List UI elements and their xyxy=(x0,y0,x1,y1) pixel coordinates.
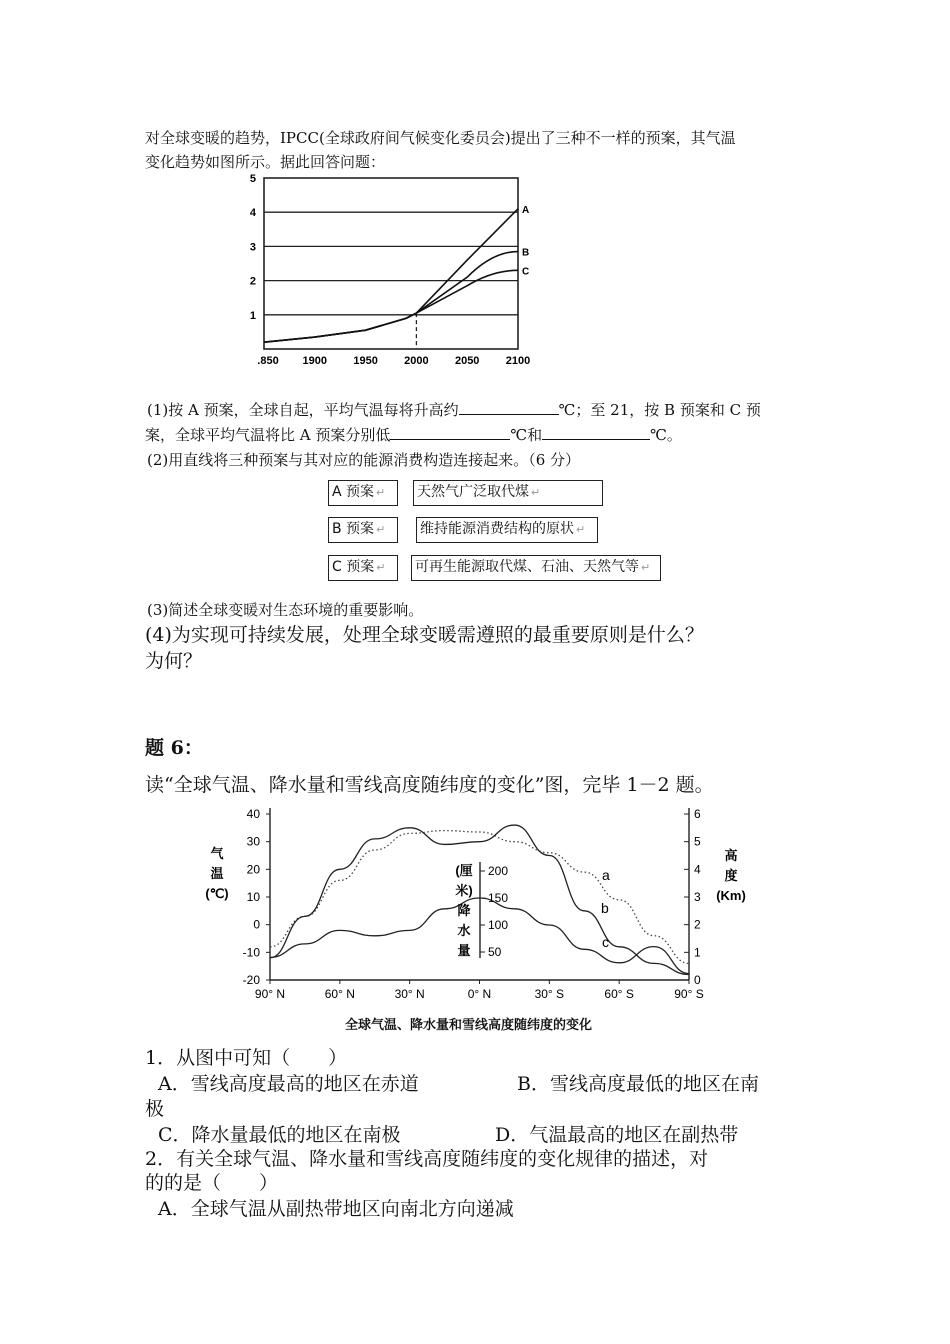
answer-blank-1[interactable] xyxy=(459,398,559,415)
left-axis-label: (℃) xyxy=(205,886,229,901)
x-tick-label: 90° S xyxy=(674,987,704,1001)
mid-axis-label: 量 xyxy=(457,943,471,958)
q5-part4-line1: (4)为实现可持续发展，处理全球变暖需遵照的最重要原则是什么？ xyxy=(145,624,704,646)
q6-q2-line1: 2．有关全球气温、降水量和雪线高度随纬度的变化规律的描述，对 xyxy=(145,1148,709,1170)
q6-q1-option-b-cont: 极 xyxy=(145,1098,165,1120)
q6-q1-option-b[interactable]: B．雪线高度最低的地区在南 xyxy=(517,1073,759,1095)
x-tick-label: 60° N xyxy=(324,987,355,1001)
left-axis-label: 气 xyxy=(210,846,224,861)
match-right-3[interactable]: 可再生能源取代煤、石油、天然气等 ↵ xyxy=(411,555,661,581)
curve-label-c: c xyxy=(602,934,609,950)
q5-part1-row1 xyxy=(147,398,761,422)
curve-label-b: b xyxy=(601,900,609,916)
answer-blank-3[interactable] xyxy=(542,423,650,440)
chart1-ytick-label: 4 xyxy=(249,207,256,220)
chart1-xtick-label: .850 xyxy=(257,355,279,367)
right-tick-label: 2 xyxy=(694,917,701,932)
left-tick-label: -20 xyxy=(242,973,260,987)
chart1-ytick-label: 3 xyxy=(249,241,256,254)
left-axis-label: 温 xyxy=(210,866,224,881)
series-line-b xyxy=(264,252,518,343)
mid-axis-label: 降 xyxy=(457,903,471,918)
q5-part2: (2)用直线将三种预案与其对应的能源消费构造连接起来。（6 分） xyxy=(147,451,581,469)
part1-text-b: ℃；至 21，按 B 预案和 C 预 xyxy=(558,401,761,419)
chart1-series-label-c: C xyxy=(522,266,530,278)
right-tick-label: 6 xyxy=(694,807,701,821)
mid-axis-label: 水 xyxy=(457,923,471,938)
chart1-xtick-label: 1900 xyxy=(302,355,328,367)
left-tick-label: 0 xyxy=(253,917,260,932)
curve-label-a: a xyxy=(602,867,610,883)
q5-intro-line2: 变化趋势如图所示。据此回答问题： xyxy=(145,153,386,171)
answer-blank-2[interactable] xyxy=(390,423,510,440)
right-tick-label: 0 xyxy=(694,973,701,987)
match-left-b[interactable]: B 预案 ↵ xyxy=(328,517,398,543)
match-left-a[interactable]: A 预案 ↵ xyxy=(328,480,398,506)
q5-intro-line1: 对全球变暖的趋势，IPCC(全球政府间气候变化委员会)提出了三种不一样的预案，其气温 xyxy=(145,129,736,147)
right-axis-label: 度 xyxy=(724,868,738,883)
x-tick-label: 60° S xyxy=(604,987,634,1001)
chart1-ytick-label: 2 xyxy=(249,275,256,288)
q6-q2-option-a[interactable]: A．全球气温从副热带地区向南北方向递减 xyxy=(158,1198,514,1220)
mid-tick-label: 50 xyxy=(488,945,502,959)
left-tick-label: 40 xyxy=(246,807,260,821)
mid-tick-label: 200 xyxy=(488,864,509,878)
latitude-climate-chart xyxy=(195,800,755,1040)
q6-q1-option-a[interactable]: A．雪线高度最高的地区在赤道 xyxy=(158,1073,419,1095)
right-tick-label: 1 xyxy=(694,945,701,960)
mid-axis-label: (厘 xyxy=(455,863,473,878)
scenario-temperature-chart xyxy=(240,170,540,375)
chart1-xtick-label: 2050 xyxy=(454,355,480,367)
chart1-xtick-label: 2100 xyxy=(505,355,531,367)
part1-text-c: 案，全球平均气温将比 A 预案分别低 xyxy=(145,426,391,444)
chart1-series-label-a: A xyxy=(522,204,530,216)
q5-part3: (3)简述全球变暖对生态环境的重要影响。 xyxy=(147,601,424,619)
chart1-series-label-b: B xyxy=(522,247,530,259)
q6-intro: 读“全球气温、降水量和雪线高度随纬度的变化”图，完毕 1－2 题。 xyxy=(145,774,714,796)
left-tick-label: 10 xyxy=(246,890,260,904)
chart1-ytick-label: 5 xyxy=(249,173,256,185)
right-tick-label: 4 xyxy=(694,862,701,877)
match-right-2[interactable]: 维持能源消费结构的原状 ↵ xyxy=(416,517,598,543)
mid-tick-label: 100 xyxy=(488,918,509,932)
match-right-1[interactable]: 天然气广泛取代煤 ↵ xyxy=(413,480,603,506)
right-tick-label: 3 xyxy=(694,890,701,904)
q6-q1-option-c[interactable]: C．降水量最低的地区在南极 xyxy=(158,1124,401,1146)
q6-q1-option-d[interactable]: D．气温最高的地区在副热带 xyxy=(495,1124,739,1146)
part1-text-d: ℃和 xyxy=(510,426,543,444)
left-tick-label: -10 xyxy=(242,945,260,960)
part1-text-e: ℃。 xyxy=(650,426,682,444)
chart2-caption: 全球气温、降水量和雪线高度随纬度的变化 xyxy=(345,1018,593,1033)
part1-text-a: (1)按 A 预案，全球自起，平均气温每将升高约 xyxy=(147,401,459,419)
left-tick-label: 20 xyxy=(246,862,260,877)
q6-q2-line2: 的的是（ ） xyxy=(145,1172,279,1194)
q5-part4-line2: 为何？ xyxy=(145,650,203,672)
x-tick-label: 0° N xyxy=(467,987,492,1001)
q6-q1: 1．从图中可知（ ） xyxy=(145,1047,348,1069)
right-axis-label: (Km) xyxy=(716,888,746,903)
left-tick-label: 30 xyxy=(246,834,260,849)
chart1-xtick-label: 1950 xyxy=(353,355,378,367)
q6-title: 题 6： xyxy=(145,737,203,759)
chart1-ytick-label: 1 xyxy=(249,309,256,322)
x-tick-label: 30° N xyxy=(394,987,425,1001)
mid-tick-label: 150 xyxy=(488,891,509,905)
x-tick-label: 90° N xyxy=(254,987,286,1001)
mid-axis-label: 米) xyxy=(455,883,473,898)
match-left-c[interactable]: C 预案 ↵ xyxy=(328,555,398,581)
right-axis-label: 高 xyxy=(724,848,738,863)
x-tick-label: 30° S xyxy=(534,987,565,1001)
right-tick-label: 5 xyxy=(694,834,701,849)
chart1-xtick-label: 2000 xyxy=(404,355,429,367)
q5-part1-row2 xyxy=(145,423,682,447)
